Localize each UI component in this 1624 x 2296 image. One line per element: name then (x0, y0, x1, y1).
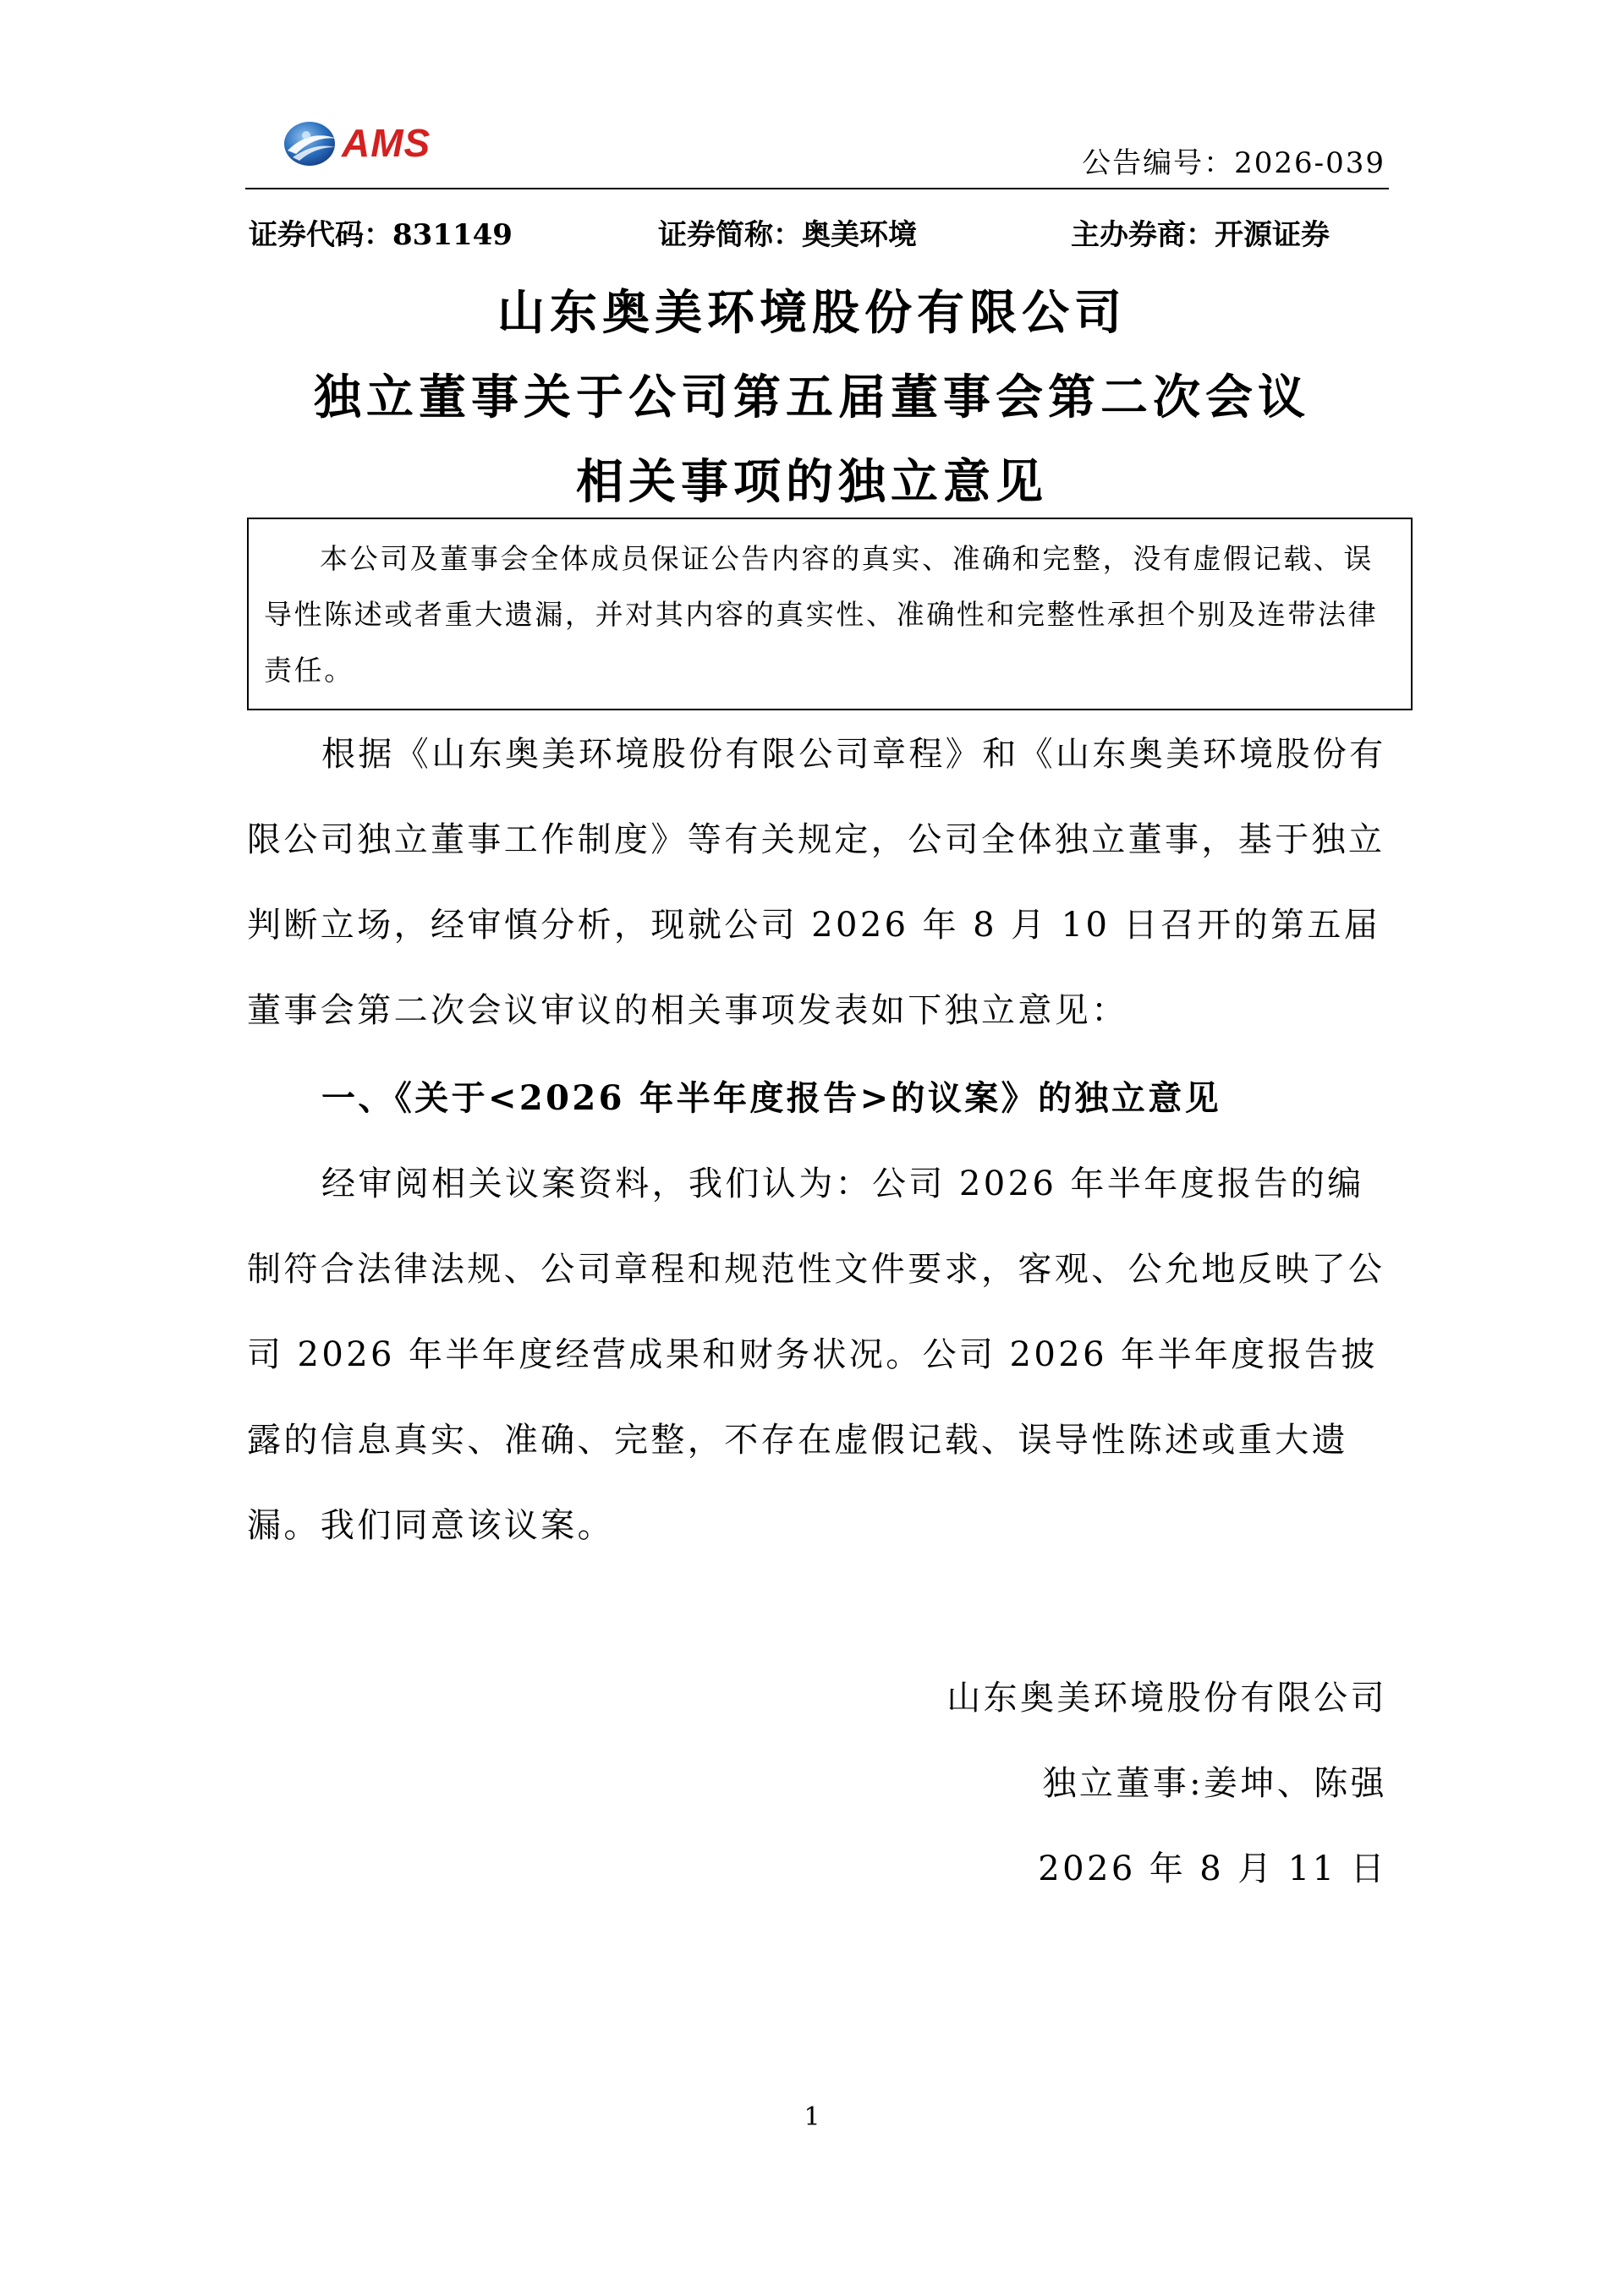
sponsor-broker: 主办券商：开源证券 (1071, 218, 1330, 252)
security-code: 证券代码：831149 (249, 218, 513, 252)
notice-number: 公告编号：2026-039 (1082, 146, 1385, 180)
security-short-name: 证券简称：奥美环境 (658, 218, 917, 252)
page-number: 1 (804, 2102, 820, 2132)
header-divider (245, 188, 1389, 189)
company-logo (281, 117, 433, 171)
title-topic: 相关事项的独立意见 (576, 454, 1048, 510)
title-company: 山东奥美环境股份有限公司 (497, 285, 1127, 341)
signature-directors: 独立董事:姜坤、陈强 (1042, 1764, 1387, 1803)
title-subject: 独立董事关于公司第五届董事会第二次会议 (314, 370, 1310, 425)
logo-emblem-icon (281, 117, 340, 171)
disclaimer-box: 本公司及董事会全体成员保证公告内容的真实、准确和完整，没有虚假记载、误导性陈述或者重大遗漏，并对其内容的真实性、准确性和完整性承担个别及连带法律责任。 (247, 518, 1413, 710)
intro-paragraph: 根据《山东奥美环境股份有限公司章程》和《山东奥美环境股份有限公司独立董事工作制度》等有关规定，公司全体独立董事，基于独立判断立场，经审慎分析，现就公司 2026 年 8 月 10 日召开的第五届董事会第二次会议审议的相关事项发表如下独立意见： (247, 735, 1386, 1030)
section-paragraph: 经审阅相关议案资料，我们认为：公司 2026 年半年度报告的编制符合法律法规、公司章程和规范性文件要求，客观、公允地反映了公司 2026 年半年度经营成果和财务状况。公司 2026 年半年度报告披露的信息真实、准确、完整，不存在虚假记载、误导性陈述或重大遗漏。我们同意该议案。 (247, 1164, 1385, 1545)
logo-text: AMS (342, 121, 431, 165)
signature-date: 2026 年 8 月 11 日 (1038, 1849, 1387, 1888)
signature-company: 山东奥美环境股份有限公司 (946, 1679, 1387, 1718)
section-heading: 一、《关于<2026 年半年度报告>的议案》的独立意见 (321, 1078, 1222, 1118)
security-info-row (245, 211, 1389, 250)
